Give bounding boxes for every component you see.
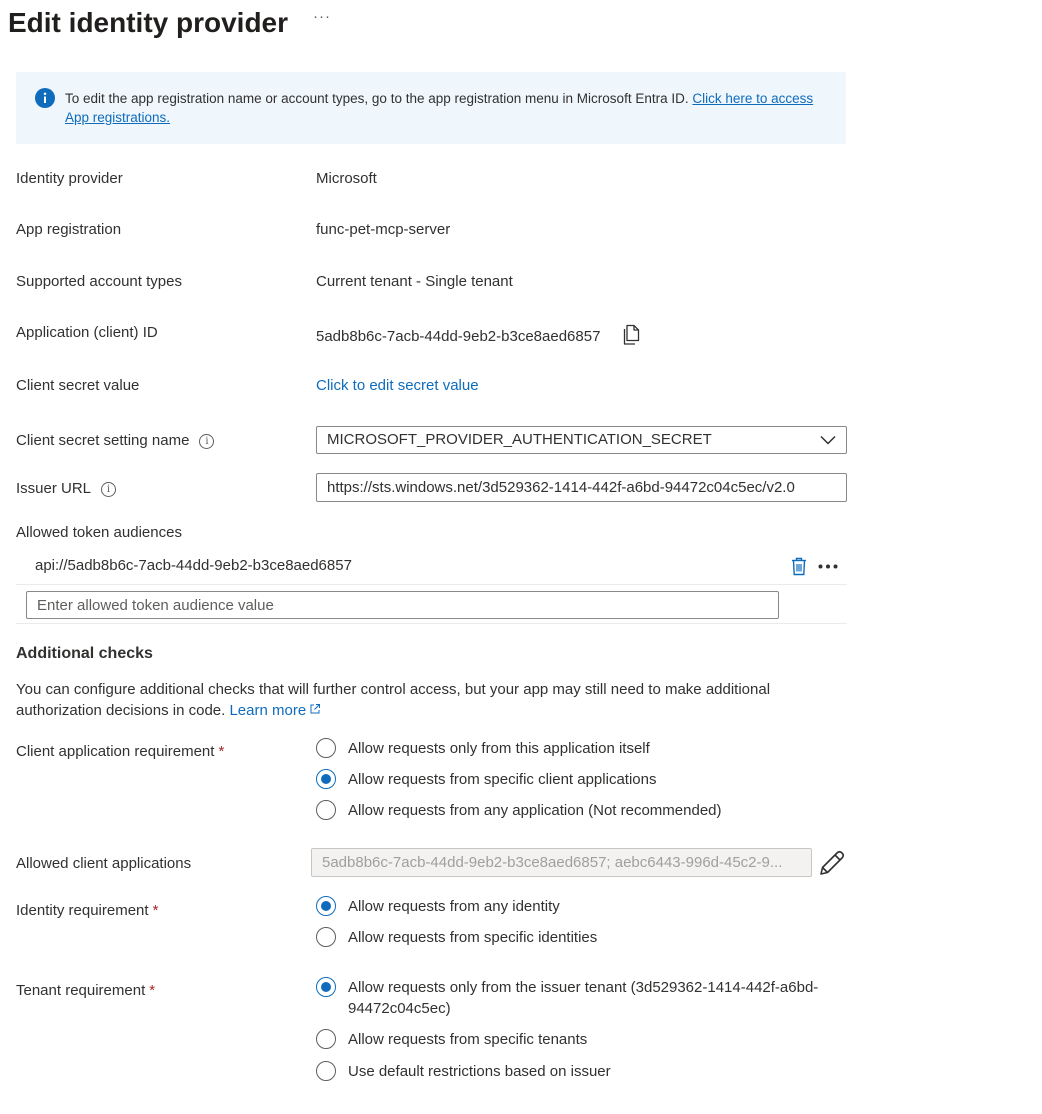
required-marker: *	[152, 902, 159, 919]
tenant-requirement-label	[16, 981, 155, 1001]
radio-circle[interactable]	[316, 1029, 336, 1049]
client-id-label: Application (client) ID	[16, 324, 158, 341]
copy-icon[interactable]	[621, 324, 641, 346]
supported-account-types-label: Supported account types	[16, 273, 182, 290]
audience-input-row	[16, 586, 847, 624]
radio-label: Allow requests from specific client applications	[348, 771, 657, 788]
radio-circle[interactable]	[316, 896, 336, 916]
supported-account-types-value: Current tenant - Single tenant	[316, 273, 513, 290]
client-secret-value-label: Client secret value	[16, 377, 140, 394]
issuer-url-label	[16, 479, 116, 499]
info-icon	[35, 88, 55, 108]
radio-specific-identities[interactable]	[316, 927, 848, 948]
additional-checks-description	[16, 679, 836, 721]
radio-label: Use default restrictions based on issuer	[348, 1063, 611, 1080]
radio-circle[interactable]	[316, 977, 336, 997]
radio-circle[interactable]	[316, 927, 336, 947]
client-secret-setting-name-label	[16, 431, 214, 451]
allowed-client-apps-input	[311, 848, 812, 877]
client-app-requirement-text: Client application requirement	[16, 743, 215, 760]
allowed-token-audiences-label: Allowed token audiences	[16, 524, 182, 541]
client-secret-setting-selected: MICROSOFT_PROVIDER_AUTHENTICATION_SECRET	[327, 431, 712, 448]
radio-specific-tenants[interactable]	[316, 1029, 848, 1050]
pencil-icon[interactable]	[817, 848, 847, 878]
radio-label: Allow requests only from this application itself	[348, 740, 650, 757]
issuer-url-input[interactable]	[316, 473, 847, 502]
app-registration-label: App registration	[16, 221, 122, 238]
description-text: You can configure additional checks that will further control access, but your app may still need to make additional authorization decisions in code.	[16, 681, 771, 719]
issuer-url-text: Issuer URL	[16, 480, 92, 497]
radio-circle[interactable]	[316, 769, 336, 789]
banner-text	[65, 89, 835, 127]
radio-circle[interactable]	[316, 800, 336, 820]
radio-any-identity[interactable]	[316, 896, 848, 917]
info-icon[interactable]: i	[199, 434, 214, 449]
required-marker: *	[149, 982, 156, 999]
radio-app-itself[interactable]	[316, 738, 848, 759]
radio-label: Allow requests from specific identities	[348, 929, 598, 946]
client-secret-setting-select[interactable]	[316, 426, 847, 454]
radio-label: Allow requests from specific tenants	[348, 1031, 588, 1048]
radio-any-application[interactable]	[316, 800, 848, 821]
page-title: Edit identity provider	[8, 7, 289, 38]
learn-more-text: Learn more	[229, 702, 307, 719]
radio-label: Allow requests from any application (Not recommended)	[348, 802, 722, 819]
radio-issuer-tenant[interactable]	[316, 977, 848, 1019]
token-audience-input[interactable]	[26, 591, 779, 619]
required-marker: *	[218, 743, 225, 760]
client-app-requirement-label	[16, 742, 224, 762]
more-icon[interactable]	[818, 564, 838, 569]
app-registrations-link[interactable]: Click here to access App registrations.	[65, 91, 814, 125]
radio-specific-client-apps[interactable]	[316, 769, 848, 790]
list-item	[16, 551, 847, 585]
trash-icon[interactable]	[791, 557, 807, 576]
allowed-client-apps-label: Allowed client applications	[16, 855, 192, 872]
identity-provider-value: Microsoft	[316, 170, 377, 187]
external-link-icon	[309, 703, 321, 715]
radio-circle[interactable]	[316, 738, 336, 758]
tenant-requirement-text: Tenant requirement	[16, 982, 146, 999]
more-icon[interactable]: ···	[313, 8, 331, 25]
radio-label: Allow requests from any identity	[348, 898, 560, 915]
chevron-down-icon	[820, 435, 836, 445]
info-banner	[16, 72, 846, 144]
edit-secret-value-link[interactable]: Click to edit secret value	[316, 377, 479, 394]
radio-circle[interactable]	[316, 1061, 336, 1081]
client-id-value: 5adb8b6c-7acb-44dd-9eb2-b3ce8aed6857	[316, 328, 601, 345]
app-registration-value: func-pet-mcp-server	[316, 221, 451, 238]
info-icon[interactable]: i	[101, 482, 116, 497]
additional-checks-heading: Additional checks	[16, 645, 153, 662]
identity-requirement-text: Identity requirement	[16, 902, 149, 919]
banner-message: To edit the app registration name or account types, go to the app registration menu in Microsoft Entra ID.	[65, 91, 689, 106]
client-secret-setting-name-text: Client secret setting name	[16, 432, 190, 449]
identity-requirement-label	[16, 901, 158, 921]
learn-more-link[interactable]	[229, 702, 321, 719]
audience-value: api://5adb8b6c-7acb-44dd-9eb2-b3ce8aed6857	[35, 557, 352, 574]
radio-label: Allow requests only from the issuer tenant (3d529362-1414-442f-a6bd-94472c04c5ec)	[348, 979, 819, 1017]
radio-default-restrictions[interactable]	[316, 1061, 848, 1082]
identity-provider-label: Identity provider	[16, 170, 123, 187]
